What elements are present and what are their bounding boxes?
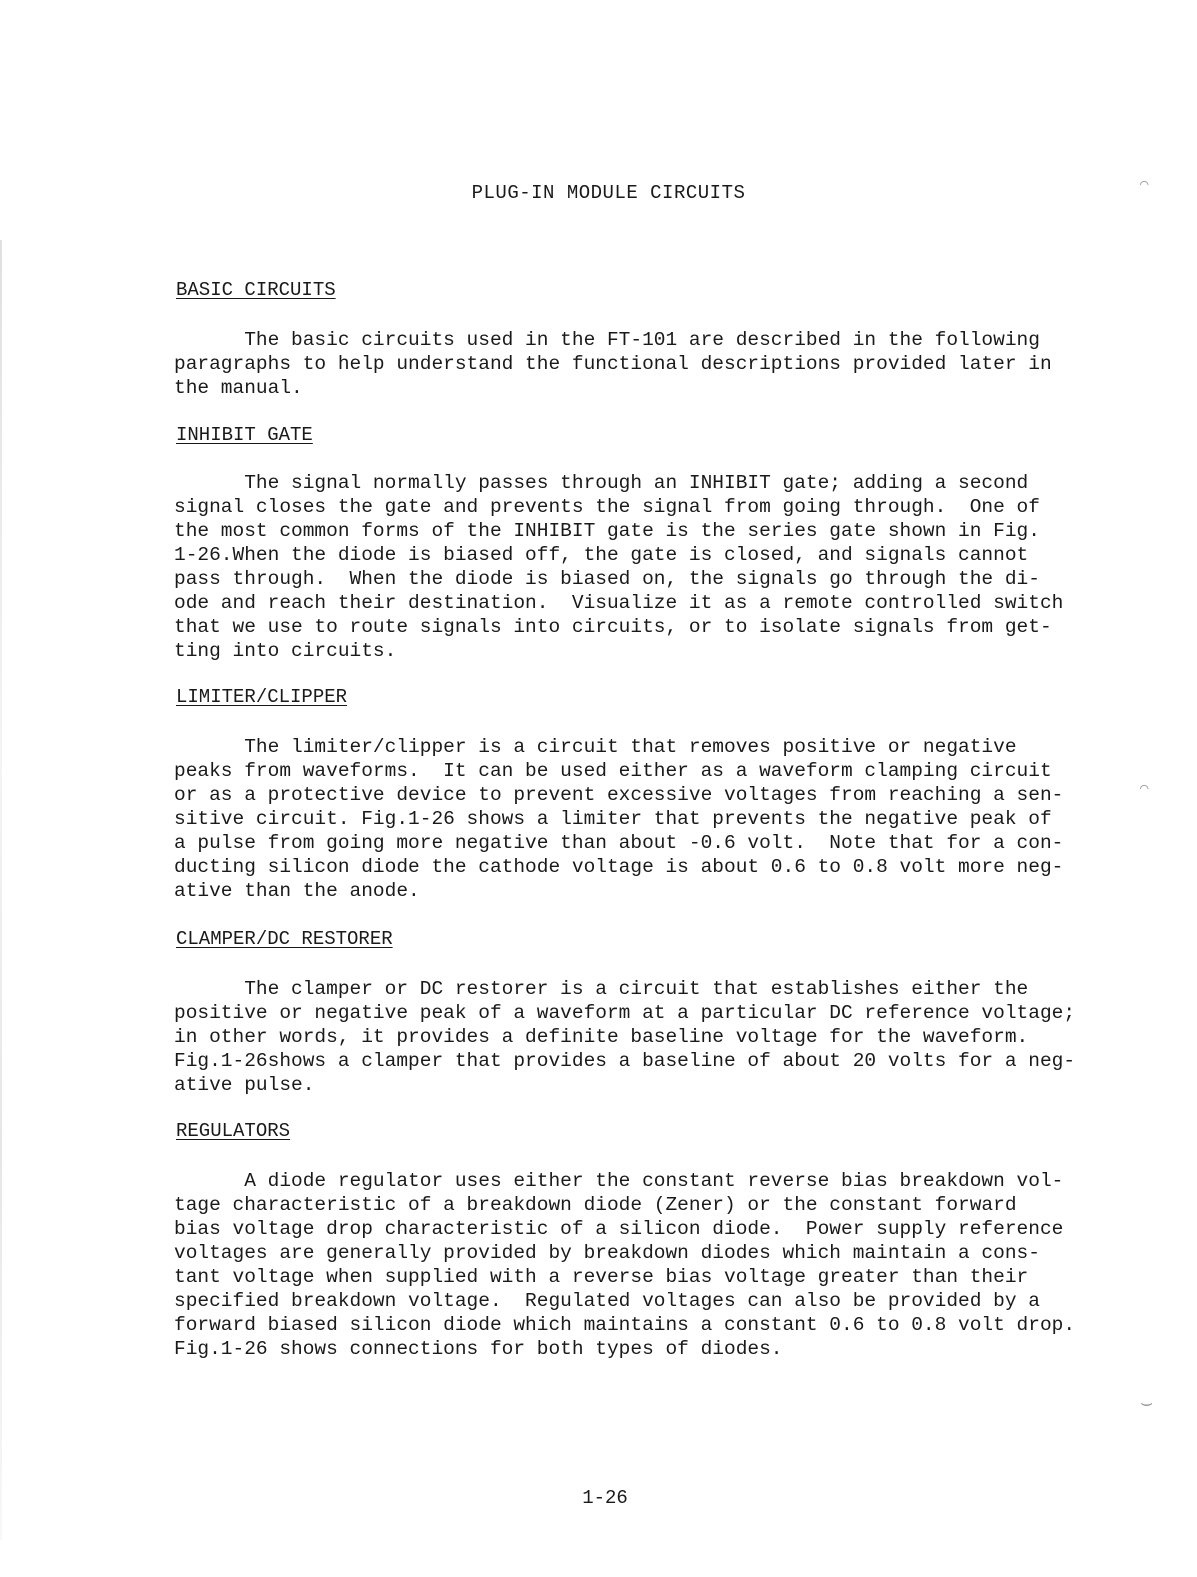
text-line: forward biased silicon diode which maintains a constant 0.6 to 0.8 volt drop. (174, 1314, 1076, 1336)
text-line: in other words, it provides a definite baseline voltage for the waveform. (174, 1026, 1029, 1048)
section-heading-inhibit-gate: INHIBIT GATE (176, 424, 313, 446)
section-heading-basic-circuits: BASIC CIRCUITS (176, 279, 336, 301)
text-line: ative than the anode. (174, 880, 420, 902)
text-line: a pulse from going more negative than about -0.6 volt. Note that for a con- (174, 832, 1064, 854)
scan-mark: ⌣ (1140, 1393, 1154, 1416)
scan-mark: ⌒ (1140, 177, 1149, 193)
page-number: 1-26 (582, 1487, 628, 1509)
section-body-clamper-dc-restorer (174, 977, 1094, 1097)
text-line: that we use to route signals into circuits, or to isolate signals from get- (174, 616, 1052, 638)
scan-edge (0, 240, 2, 1540)
section-heading-limiter-clipper: LIMITER/CLIPPER (176, 686, 348, 708)
text-line: tant voltage when supplied with a reverse bias voltage greater than their (174, 1266, 1029, 1288)
section-body-regulators (174, 1169, 1094, 1361)
text-line: The limiter/clipper is a circuit that removes positive or negative (174, 736, 1017, 758)
text-line: ode and reach their destination. Visualize it as a remote controlled switch (174, 592, 1064, 614)
text-line: The signal normally passes through an INHIBIT gate; adding a second (174, 472, 1029, 494)
page-title: PLUG-IN MODULE CIRCUITS (471, 182, 746, 204)
text-line: ative pulse. (174, 1074, 315, 1096)
text-line: voltages are generally provided by breakdown diodes which maintain a cons- (174, 1242, 1040, 1264)
text-line: ducting silicon diode the cathode voltage is about 0.6 to 0.8 volt more neg- (174, 856, 1064, 878)
text-line: Fig.1-26shows a clamper that provides a baseline of about 20 volts for a neg- (174, 1050, 1076, 1072)
text-line: tage characteristic of a breakdown diode (Zener) or the constant forward (174, 1194, 1017, 1216)
text-line: peaks from waveforms. It can be used either as a waveform clamping circuit (174, 760, 1052, 782)
text-line: Fig.1-26 shows connections for both types of diodes. (174, 1338, 783, 1360)
section-body-basic-circuits (174, 328, 1094, 400)
text-line: ting into circuits. (174, 640, 397, 662)
scan-mark: ⌒ (1140, 781, 1149, 797)
text-line: signal closes the gate and prevents the signal from going through. One of (174, 496, 1040, 518)
text-line: the most common forms of the INHIBIT gate is the series gate shown in Fig. (174, 520, 1040, 542)
text-line: specified breakdown voltage. Regulated voltages can also be provided by a (174, 1290, 1040, 1312)
text-line: or as a protective device to prevent excessive voltages from reaching a sen- (174, 784, 1064, 806)
text-line: A diode regulator uses either the constant reverse bias breakdown vol- (174, 1170, 1064, 1192)
text-line: pass through. When the diode is biased on, the signals go through the di- (174, 568, 1040, 590)
text-line: positive or negative peak of a waveform at a particular DC reference voltage; (174, 1002, 1076, 1024)
text-line: the manual. (174, 377, 303, 399)
section-heading-regulators: REGULATORS (176, 1120, 291, 1142)
text-line: paragraphs to help understand the functional descriptions provided later in (174, 353, 1052, 375)
section-body-inhibit-gate (174, 471, 1094, 663)
section-heading-clamper-dc-restorer: CLAMPER/DC RESTORER (176, 928, 393, 950)
section-body-limiter-clipper (174, 735, 1094, 903)
text-line: The clamper or DC restorer is a circuit that establishes either the (174, 978, 1029, 1000)
text-line: 1-26.When the diode is biased off, the gate is closed, and signals cannot (174, 544, 1029, 566)
text-line: bias voltage drop characteristic of a silicon diode. Power supply reference (174, 1218, 1064, 1240)
text-line: The basic circuits used in the FT-101 are described in the following (174, 329, 1040, 351)
text-line: sitive circuit. Fig.1-26 shows a limiter that prevents the negative peak of (174, 808, 1052, 830)
